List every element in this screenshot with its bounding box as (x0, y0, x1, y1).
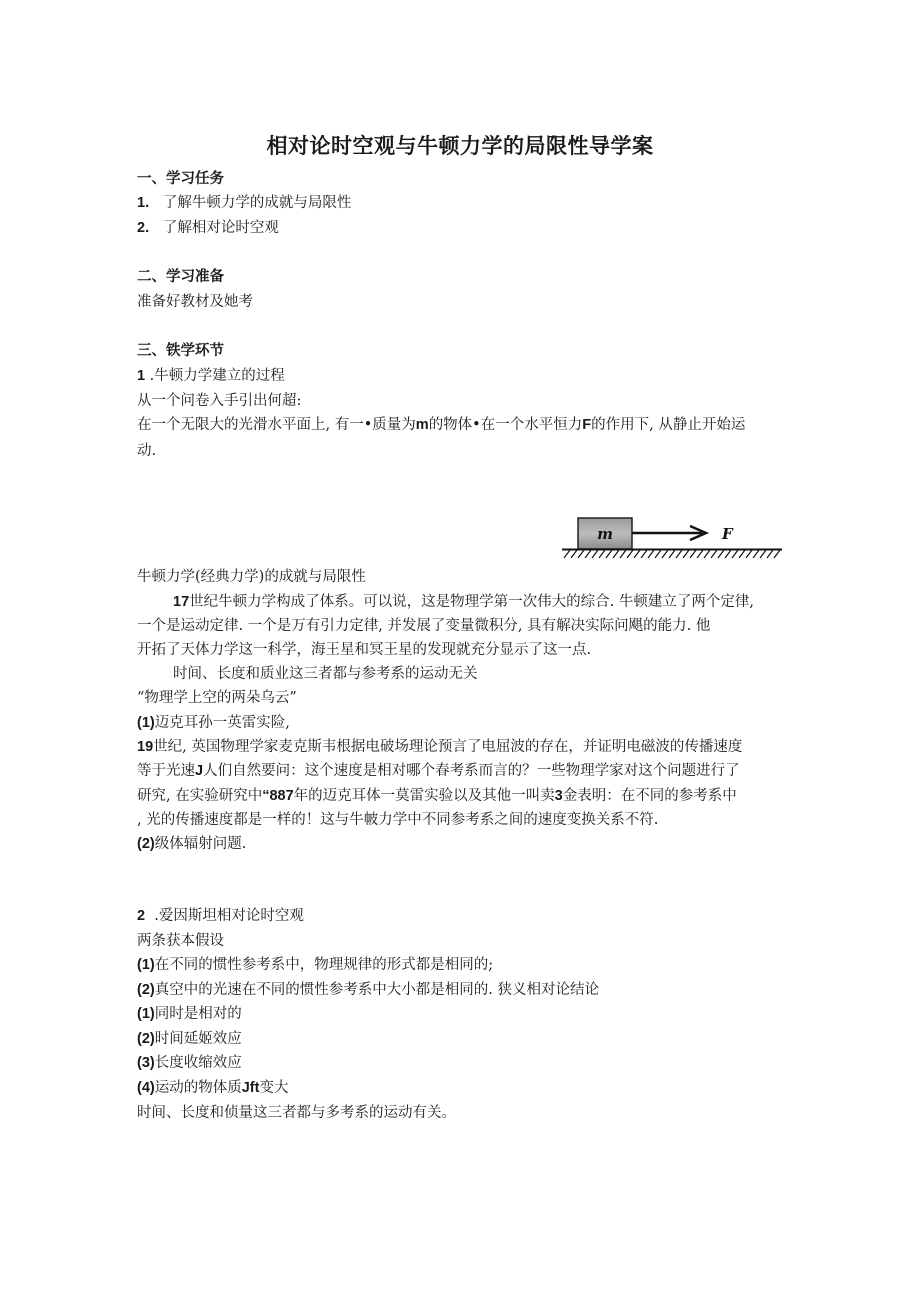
paragraph-maxwell (137, 737, 742, 757)
paragraph-absolute: 时间、长度和质业这三者都与参考系的运动无关 (173, 666, 478, 682)
paragraph-achievements (173, 592, 754, 612)
paragraph: 从一个问卷入手引出何超: (137, 393, 302, 409)
subsection-2-title (137, 906, 304, 926)
conclusion-2 (137, 1029, 242, 1049)
ground-hatching (564, 550, 780, 558)
list-text: 真空中的光速在不同的惯性参考系中大小都是相同的. 狭义相对论结论 (154, 982, 599, 998)
text-run: 等于光速 (137, 763, 195, 779)
text-run: 的物体•在一个水平恒力 (428, 417, 583, 433)
conclusion-4 (137, 1078, 288, 1098)
text-run: m (415, 417, 429, 433)
list-number: (2) (137, 1031, 155, 1047)
prep-text: 准备好教材及她考 (137, 294, 253, 310)
text-run: Jft (241, 1080, 260, 1096)
task-item-1 (137, 193, 351, 213)
section-heading-teaching: 三、铁学环节 (137, 343, 224, 359)
paragraph-heading: 牛顿力学(经典力学)的成就与局限性 (137, 569, 366, 585)
list-number: (4) (137, 1080, 155, 1096)
paragraph-maxwell-4: , 光的传播速度都是一样的！这与牛帔力学中不同参考系之间的速度变换关系不符. (137, 812, 659, 828)
text-run: 在一个无限大的光滑水平面上, 有一•质量为 (137, 417, 416, 433)
text-run: F (582, 417, 592, 433)
paragraph-achievements-2: 一个是运动定律. 一个是万有引力定律, 并发展了变量微积分, 具有解决实际问飓的能力. 他 (137, 618, 711, 634)
subsection-text: .爱因斯坦相对论时空观 (145, 908, 304, 924)
list-number: (2) (137, 836, 155, 852)
paragraph-maxwell-2 (137, 761, 740, 781)
paragraph-problem-cont: 动. (137, 443, 157, 459)
list-text: 同时是相对的 (154, 1006, 242, 1022)
paragraph-problem (137, 415, 745, 435)
list-text: 级体辐射问题. (154, 836, 247, 852)
paragraph-conclusion: 时间、长度和侦量这三者都与多考系的运动有关。 (137, 1105, 456, 1121)
paragraph-postulates: 两条获本假设 (137, 933, 224, 949)
list-text: 迈克耳孙一英雷实险, (154, 715, 290, 731)
list-number: (1) (137, 1006, 155, 1022)
force-label: F (722, 525, 733, 543)
list-number: 1. (137, 195, 150, 211)
list-text: 在不同的惯性参考系中，物理规律的形式都是相同的; (154, 957, 494, 973)
subsection-1-title (137, 366, 285, 386)
text-run: 世纪牛顿力学构成了体系。可以说，这是物理学第一次伟大的综合. 牛顿建立了两个定律, (189, 594, 754, 610)
text-run: 变大 (259, 1080, 289, 1096)
mass-label: m (597, 525, 613, 543)
task-item-2 (137, 218, 279, 238)
text-run: 研究, 在实验研究中 (137, 788, 263, 804)
text-run: 3 (554, 788, 563, 804)
subsection-number: 1 (137, 368, 146, 384)
paragraph-two-clouds: “物理学上空的两朵乌云” (137, 690, 297, 706)
list-number: (2) (137, 982, 155, 998)
list-number: 2. (137, 220, 150, 236)
text-run: 的作用下, 从静止开始运 (591, 417, 746, 433)
conclusion-3 (137, 1053, 242, 1073)
text-run: 世纪, 英国物理学家麦克斯韦根据电破场理论预言了电屈波的存在，并证明电磁波的传播速度 (153, 739, 743, 755)
list-text: 了解牛顿力学的成就与局限性 (162, 195, 352, 211)
postulate-2 (137, 980, 599, 1000)
text-run: 19 (137, 739, 154, 755)
document-title: 相对论时空观与牛顿力学的局限性导学案 (266, 134, 654, 158)
list-number: (3) (137, 1055, 155, 1071)
text-run: “887 (262, 788, 294, 804)
text-run: 运动的物体质 (154, 1080, 242, 1096)
text-run: 人们自然要问：这个速度是相对哪个春考系而言的？一些物理学家对这个问题进行了 (203, 763, 740, 779)
block-force-diagram (560, 515, 785, 560)
text-run: 年的迈克耳体一莫雷实验以及其他一叫卖 (293, 788, 555, 804)
paragraph-achievements-3: 开拓了天体力学这一科学，海王星和冥王星的发现就充分显示了这一点. (137, 642, 592, 658)
conclusion-1 (137, 1004, 242, 1024)
postulate-1 (137, 955, 493, 975)
list-text: 了解相对论时空观 (162, 220, 279, 236)
list-number: (1) (137, 957, 155, 973)
subsection-text: .牛顿力学建立的过程 (145, 368, 285, 384)
text-run: 金表明：在不同的参考系中 (562, 788, 737, 804)
list-text: 长度收缩效应 (154, 1055, 242, 1071)
subsection-number: 2 (137, 908, 146, 924)
list-text: 时间延姬效应 (154, 1031, 242, 1047)
cloud-item-2 (137, 834, 246, 854)
list-number: (1) (137, 715, 155, 731)
cloud-item-1 (137, 713, 290, 733)
text-run: 17 (173, 594, 190, 610)
paragraph-maxwell-3 (137, 786, 737, 806)
section-heading-prep: 二、学习准备 (137, 269, 224, 285)
text-run: J (195, 763, 204, 779)
section-heading-tasks: 一、学习任务 (137, 171, 224, 187)
